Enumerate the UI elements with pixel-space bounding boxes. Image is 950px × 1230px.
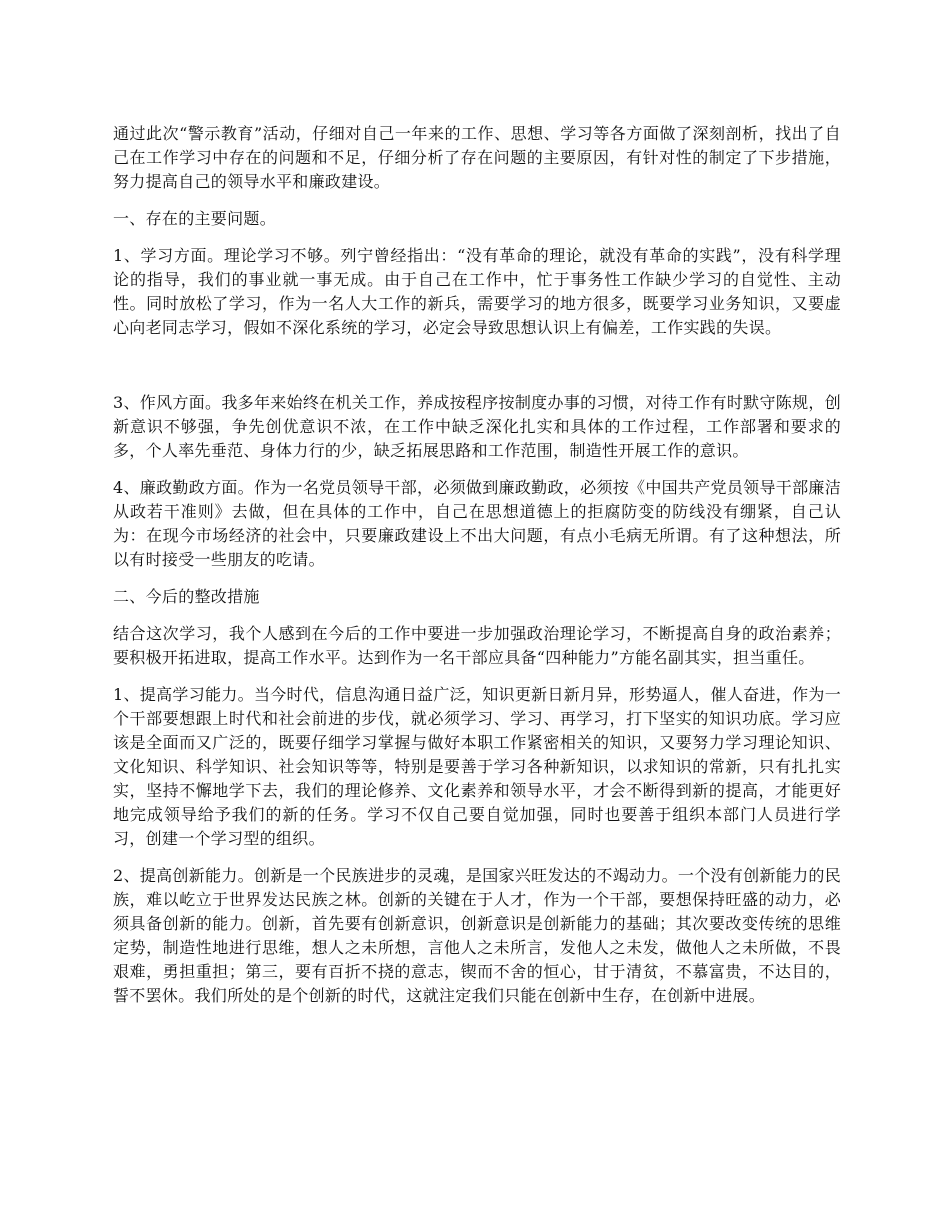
paragraph-study: 1、学习方面。理论学习不够。列宁曾经指出：“没有革命的理论，就没有革命的实践”，没有科学理论的指导，我们的事业就一事无成。由于自己在工作中，忙于事务性工作缺少学习的自觉性、主动性。同时放松了学习，作为一名人大工作的新兵，需要学习的地方很多，既要学习业务知识，又要虚心向老同志学习，假如不深化系统的学习，必定会导致思想认识上有偏差，工作实践的失误。 <box>113 246 841 337</box>
paragraph-work-style: 3、作风方面。我多年来始终在机关工作，养成按程序按制度办事的习惯，对待工作有时默守陈规，创新意识不够强，争先创优意识不浓，在工作中缺乏深化扎实和具体的工作过程，工作部署和要求的多，个人率先垂范、身体力行的少，缺乏拓展思路和工作范围，制造性开展工作的意识。 <box>113 393 841 460</box>
intro-paragraph: 通过此次“警示教育”活动，仔细对自己一年来的工作、思想、学习等各方面做了深刻剖析，找出了自己在工作学习中存在的问题和不足，仔细分析了存在问题的主要原因，有针对性的制定了下步措施，努力提高自己的领导水平和廉政建设。 <box>113 124 841 191</box>
section-heading-measures: 二、今后的整改措施 <box>113 587 260 606</box>
paragraph-learning-ability: 1、提高学习能力。当今时代，信息沟通日益广泛，知识更新日新月异，形势逼人，催人奋进，作为一个干部要想跟上时代和社会前进的步伐，就必须学习、学习、再学习，打下坚实的知识功底。学习应该是全面而又广泛的，既要仔细学习掌握与做好本职工作紧密相关的知识，又要努力学习理论知识、文化知识、科学知识、社会知识等等，特别是要善于学习各种新知识，以求知识的常新，只有扎扎实实，坚持不懈地学下去，我们的理论修养、文化素养和领导水平，才会不断得到新的提高，才能更好地完成领导给予我们的新的任务。学习不仅自己要自觉加强，同时也要善于组织本部门人员进行学习，创建一个学习型的组织。 <box>113 685 841 848</box>
blank-gap <box>113 353 841 391</box>
section-heading-problems: 一、存在的主要问题。 <box>113 209 277 228</box>
paragraph-integrity: 4、廉政勤政方面。作为一名党员领导干部，必须做到廉政勤政，必须按《中国共产党员领导干部廉洁从政若干准则》去做，但在具体的工作中，自己在思想道德上的拒腐防变的防线没有绷紧，自己认为：在现今市场经济的社会中，只要廉政建设上不出大问题，有点小毛病无所谓。有了这种想法，所以有时接受一些朋友的吃请。 <box>113 478 841 569</box>
paragraph-innovation-ability: 2、提高创新能力。创新是一个民族进步的灵魂，是国家兴旺发达的不竭动力。一个没有创新能力的民族，难以屹立于世界发达民族之林。创新的关键在于人才，作为一个干部，要想保持旺盛的动力，必须具备创新的能力。创新，首先要有创新意识，创新意识是创新能力的基础；其次要改变传统的思维定势，制造性地进行思维，想人之未所想，言他人之未所言，发他人之未发，做他人之未所做，不畏艰难，勇担重担；第三，要有百折不挠的意志，锲而不舍的恒心，甘于清贫，不慕富贵，不达目的，誓不罢休。我们所处的是个创新的时代，这就注定我们只能在创新中生存，在创新中进展。 <box>113 866 841 1005</box>
document-body <box>113 122 841 1021</box>
paragraph-summary: 结合这次学习，我个人感到在今后的工作中要进一步加强政治理论学习，不断提高自身的政治素养；要积极开拓进取，提高工作水平。达到作为一名干部应具备“四种能力”方能名副其实，担当重任。 <box>113 624 841 667</box>
